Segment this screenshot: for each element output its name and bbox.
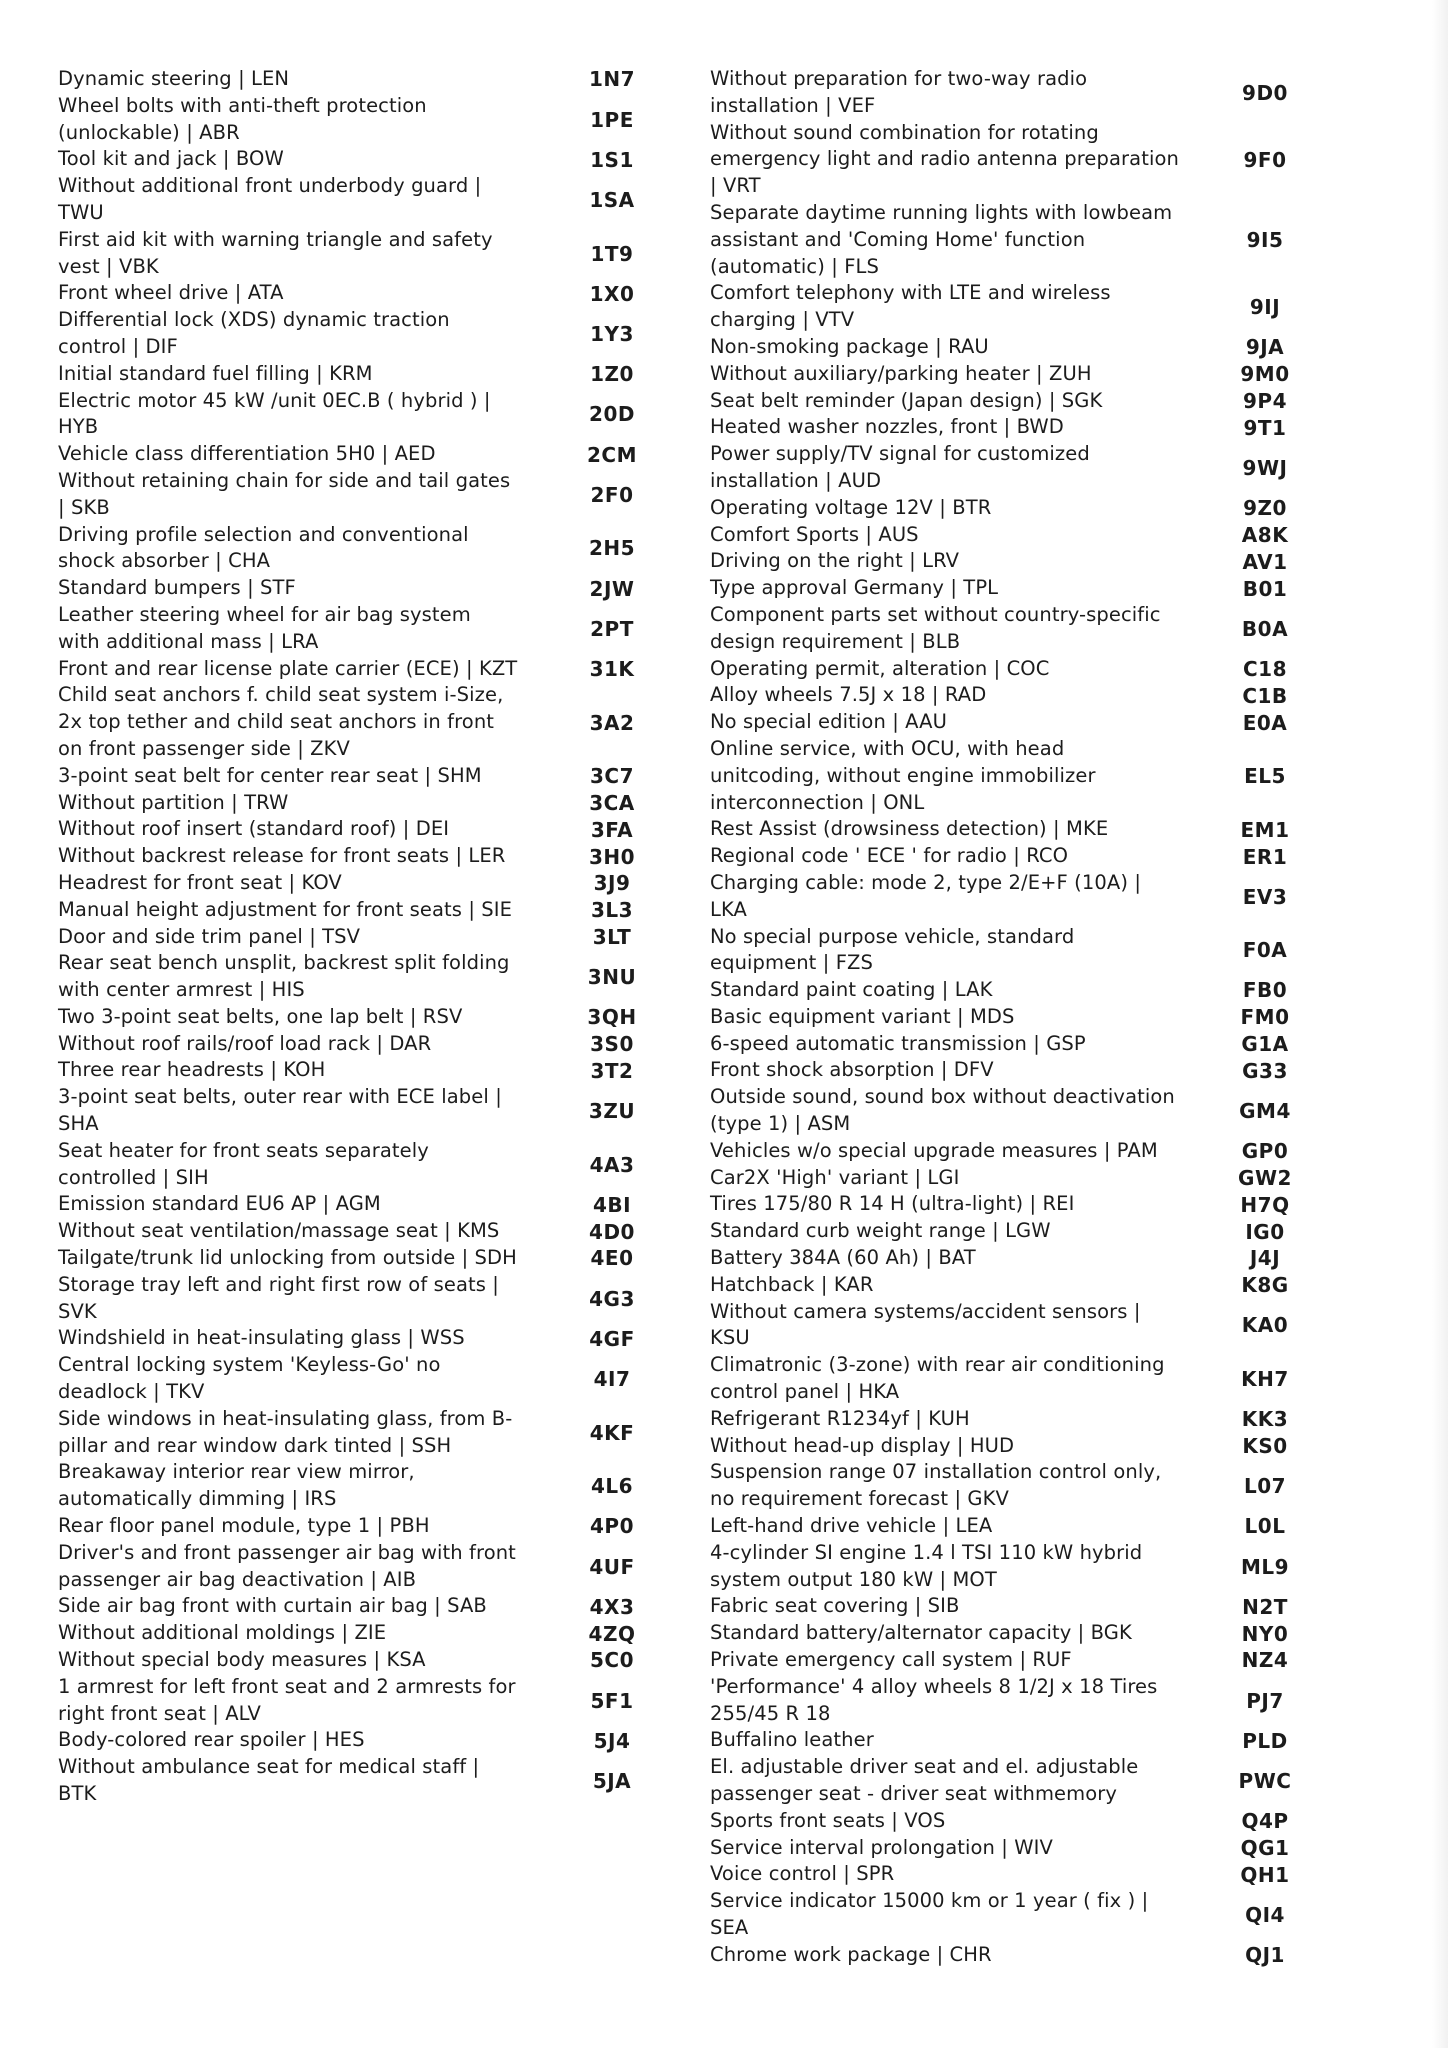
option-code: 3QH [587,1005,637,1030]
option-description: Front shock absorption | DFV [710,1058,994,1082]
equipment-row [710,548,1350,575]
option-description: Driving profile selection and conventional shock absorber | CHA [58,522,469,573]
equipment-row [58,682,706,762]
option-code: 4BI [592,1192,632,1217]
equipment-row [710,1433,1350,1460]
equipment-row [710,495,1350,522]
equipment-row [710,200,1350,280]
option-description: Heated washer nozzles, front | BWD [710,415,1064,439]
option-code: FM0 [1240,1005,1290,1030]
option-description: Storage tray left and right first row of seats | SVK [58,1272,499,1323]
option-description: Regional code ' ECE ' for radio | RCO [710,844,1069,868]
option-description: Operating permit, alteration | COC [710,656,1050,680]
equipment-row [710,709,1350,736]
option-code: 9D0 [1242,80,1288,105]
option-description: Leather steering wheel for air bag system with additional mass | LRA [58,602,471,653]
equipment-row [58,1754,706,1808]
option-description: Climatronic (3-zone) with rear air conditioning control panel | HKA [710,1353,1165,1404]
equipment-row [58,173,706,227]
equipment-row [58,1406,706,1460]
option-code: 1Z0 [590,362,634,387]
option-code: C1B [1242,683,1288,708]
equipment-row [710,736,1350,816]
equipment-row [58,1245,706,1272]
option-code: EM1 [1240,817,1290,842]
equipment-row [58,1057,706,1084]
option-code: 5F1 [590,1688,634,1713]
option-code: 4ZQ [588,1621,636,1646]
equipment-row [58,93,706,147]
equipment-row [58,66,706,93]
option-description: 'Performance' 4 alloy wheels 8 1/2J x 18 Tires 255/45 R 18 [710,1674,1158,1725]
option-description: Suspension range 07 installation control only, no requirement forecast | GKV [710,1460,1162,1511]
option-code: 3A2 [589,710,635,735]
option-code: 5JA [592,1769,632,1793]
option-description: Without backrest release for front seats | LER [58,844,506,868]
option-description: Hatchback | KAR [710,1272,874,1296]
option-description: Central locking system 'Keyless-Go' no deadlock | TKV [58,1353,441,1404]
option-code: 20D [589,402,635,427]
option-code: 4D0 [589,1219,635,1244]
option-code: 1T9 [590,241,634,266]
option-code: 1N7 [588,67,636,92]
equipment-row [58,1620,706,1647]
option-code: 2JW [589,576,635,601]
option-code: 3FA [590,817,634,842]
option-description: Differential lock (XDS) dynamic traction control | DIF [58,308,450,358]
option-description: Seat belt reminder (Japan design) | SGK [710,388,1103,412]
option-code: 2F0 [590,482,634,507]
option-code: EL5 [1244,764,1286,789]
equipment-row [710,1245,1350,1272]
option-code: KS0 [1242,1434,1288,1459]
option-description: Seat heater for front seats separately controlled | SIH [58,1138,429,1189]
option-description: Left-hand drive vehicle | LEA [710,1514,993,1538]
option-code: 9M0 [1240,362,1290,387]
option-code: EV3 [1242,884,1288,909]
option-description: Without head-up display | HUD [710,1433,1015,1457]
option-code: N2T [1242,1594,1288,1619]
option-code: K8G [1241,1273,1289,1298]
equipment-row [710,414,1350,441]
option-code: L0L [1244,1514,1286,1539]
option-description: Non-smoking package | RAU [710,334,989,358]
equipment-row [58,897,706,924]
option-code: 4A3 [589,1152,635,1177]
option-description: Chrome work package | CHR [710,1942,992,1966]
equipment-row [58,1031,706,1058]
option-code: PLD [1242,1728,1288,1753]
option-description: Sports front seats | VOS [710,1808,946,1832]
option-code: A8K [1241,522,1289,547]
option-code: Q4P [1241,1809,1289,1834]
equipment-row [710,575,1350,602]
equipment-row [58,1004,706,1031]
equipment-row [710,656,1350,683]
option-description: No special purpose vehicle, standard equipment | FZS [710,924,1075,975]
equipment-row [710,1593,1350,1620]
option-description: Front and rear license plate carrier (ECE) | KZT [58,656,518,680]
equipment-row [710,1540,1350,1594]
option-code: NZ4 [1241,1648,1289,1673]
option-description: Without additional front underbody guard | TWU [58,174,482,224]
equipment-row [710,924,1350,978]
equipment-row [710,120,1350,200]
option-code: 1SA [589,187,635,212]
option-code: 3C7 [589,764,634,789]
option-code: 9I5 [1246,228,1284,253]
equipment-row [710,1647,1350,1674]
option-description: El. adjustable driver seat and el. adjustable passenger seat - driver seat withmemory [710,1755,1139,1805]
option-code: 9T1 [1243,415,1287,440]
option-code: G1A [1241,1032,1289,1057]
option-description: 1 armrest for left front seat and 2 armrests for right front seat | ALV [58,1674,516,1725]
option-code: L07 [1243,1474,1287,1499]
option-code: 9IJ [1249,295,1281,320]
option-description: Side windows in heat-insulating glass, from B-pillar and rear window dark tinted | SSH [58,1406,513,1457]
option-code: AV1 [1242,549,1288,574]
option-description: No special edition | AAU [710,710,947,734]
option-description: Manual height adjustment for front seats | SIE [58,897,513,921]
right-equipment-column [710,66,1350,1969]
equipment-row [58,307,706,361]
option-description: Three rear headrests | KOH [58,1058,326,1082]
page-edge-shadow [1432,0,1448,2048]
option-description: 3-point seat belts, outer rear with ECE label | SHA [58,1085,502,1136]
option-code: F0A [1242,938,1288,963]
option-code: QI4 [1245,1902,1285,1927]
option-code: 3H0 [588,844,636,869]
option-code: KH7 [1241,1367,1289,1392]
option-description: Service indicator 15000 km or 1 year ( fix ) | SEA [710,1889,1149,1939]
equipment-row [710,1754,1350,1808]
option-code: 5C0 [589,1648,634,1673]
equipment-row [58,575,706,602]
option-code: 2PT [590,616,634,641]
option-code: J4J [1249,1246,1281,1271]
option-code: 4UF [589,1554,635,1579]
option-description: Without partition | TRW [58,790,289,814]
equipment-row [710,1861,1350,1888]
equipment-row [710,1057,1350,1084]
equipment-row [58,790,706,817]
option-description: Rear floor panel module, type 1 | PBH [58,1514,430,1538]
equipment-row [710,1620,1350,1647]
option-description: Without roof rails/roof load rack | DAR [58,1031,432,1055]
equipment-row [710,334,1350,361]
equipment-row [58,361,706,388]
option-description: Voice control | SPR [710,1862,895,1886]
option-code: C18 [1242,656,1287,681]
equipment-row [710,1165,1350,1192]
option-description: Front wheel drive | ATA [58,281,284,305]
option-description: Driver's and front passenger air bag with front passenger air bag deactivation | AIB [58,1540,516,1591]
option-code: B01 [1242,576,1288,601]
option-description: Service interval prolongation | WIV [710,1835,1053,1859]
option-description: Alloy wheels 7.5J x 18 | RAD [710,683,987,707]
equipment-row [710,1406,1350,1433]
option-code: QJ1 [1245,1943,1285,1968]
equipment-row [710,1808,1350,1835]
option-description: Wheel bolts with anti-theft protection (unlockable) | ABR [58,93,427,144]
equipment-row [58,1513,706,1540]
option-description: Tool kit and jack | BOW [58,147,284,171]
equipment-row [710,280,1350,334]
option-description: Refrigerant R1234yf | KUH [710,1406,970,1430]
left-equipment-column [58,66,706,1808]
option-description: Charging cable: mode 2, type 2/E+F (10A) | LKA [710,870,1142,921]
option-code: 1S1 [590,147,634,172]
equipment-row [58,1325,706,1352]
option-description: Driving on the right | LRV [710,549,960,573]
option-description: Dynamic steering | LEN [58,67,290,90]
equipment-row [710,441,1350,495]
option-description: 3-point seat belt for center rear seat | SHM [58,763,482,787]
option-description: Side air bag front with curtain air bag | SAB [58,1594,487,1618]
equipment-row [58,227,706,281]
equipment-row [58,1674,706,1728]
equipment-row [58,602,706,656]
option-description: Tailgate/trunk lid unlocking from outside | SDH [58,1246,517,1270]
option-code: 3T2 [590,1058,634,1083]
option-code: 2H5 [588,536,636,561]
option-description: Rest Assist (drowsiness detection) | MKE [710,817,1109,841]
equipment-row [710,1727,1350,1754]
option-code: E0A [1242,710,1288,735]
option-code: G33 [1242,1058,1288,1083]
option-code: 9JA [1245,335,1285,360]
option-code: 31K [589,656,635,681]
equipment-row [58,388,706,442]
equipment-row [58,763,706,790]
equipment-row [710,816,1350,843]
equipment-row [58,1138,706,1192]
option-description: Outside sound, sound box without deactivation (type 1) | ASM [710,1085,1175,1136]
equipment-row [58,950,706,1004]
option-code: GP0 [1241,1139,1289,1164]
equipment-row [58,656,706,683]
equipment-row [58,1272,706,1326]
option-description: Without sound combination for rotating emergency light and radio antenna preparation | VRT [710,120,1179,198]
option-description: Tires 175/80 R 14 H (ultra-light) | REI [710,1192,1075,1216]
equipment-row [58,843,706,870]
option-code: B0A [1241,616,1289,641]
option-description: Standard bumpers | STF [58,576,296,600]
equipment-row [710,66,1350,120]
option-description: Headrest for front seat | KOV [58,870,342,894]
equipment-row [710,1138,1350,1165]
option-code: 9WJ [1242,455,1288,480]
option-code: 1PE [590,107,634,132]
option-code: 3ZU [588,1099,636,1124]
option-code: IG0 [1245,1219,1285,1244]
equipment-row [710,361,1350,388]
equipment-row [710,388,1350,415]
option-description: Buffalino leather [710,1728,874,1752]
equipment-row [710,1459,1350,1513]
equipment-row [58,280,706,307]
equipment-row [58,522,706,576]
equipment-row [58,870,706,897]
option-code: 4E0 [590,1246,634,1271]
option-description: Comfort Sports | AUS [710,522,919,546]
equipment-row [710,1513,1350,1540]
option-code: 5J4 [593,1728,631,1753]
option-description: Vehicles w/o special upgrade measures | PAM [710,1138,1158,1162]
equipment-row [58,1727,706,1754]
option-code: QH1 [1240,1862,1290,1887]
option-description: Private emergency call system | RUF [710,1648,1072,1672]
option-code: KK3 [1241,1407,1289,1432]
option-code: 3S0 [590,1032,634,1057]
option-description: Without roof insert (standard roof) | DEI [58,817,450,841]
option-code: 4P0 [590,1514,634,1539]
option-code: 4X3 [589,1594,635,1619]
option-description: Without additional moldings | ZIE [58,1621,387,1645]
option-description: Without preparation for two-way radio installation | VEF [710,67,1088,117]
option-description: Initial standard fuel filling | KRM [58,361,373,385]
option-description: Battery 384A (60 Ah) | BAT [710,1246,976,1270]
option-code: 4G3 [589,1286,635,1311]
equipment-row [710,1942,1350,1969]
equipment-row [710,1084,1350,1138]
option-description: Car2X 'High' variant | LGI [710,1165,960,1189]
option-description: Child seat anchors f. child seat system i-Size, 2x top tether and child seat anchors in front on front passenger side | ZKV [58,683,504,760]
option-code: 1X0 [589,281,635,306]
option-description: Without camera systems/accident sensors | KSU [710,1299,1141,1350]
option-code: 3L3 [590,898,634,923]
equipment-row [58,468,706,522]
option-code: 9Z0 [1243,496,1287,521]
option-description: Without retaining chain for side and tail gates | SKB [58,468,511,519]
option-description: Electric motor 45 kW /unit 0EC.B ( hybrid ) | HYB [58,388,491,439]
equipment-row [710,977,1350,1004]
equipment-row [710,1031,1350,1058]
equipment-row [710,1674,1350,1728]
option-code: 4GF [589,1326,635,1351]
option-description: Without seat ventilation/massage seat | KMS [58,1219,500,1243]
equipment-row [58,1191,706,1218]
option-description: Without special body measures | KSA [58,1648,426,1672]
option-description: Component parts set without country-specific design requirement | BLB [710,602,1161,653]
equipment-row [58,1593,706,1620]
equipment-row [58,1218,706,1245]
option-description: Standard curb weight range | LGW [710,1219,1051,1243]
option-code: KA0 [1241,1313,1289,1338]
option-code: GM4 [1239,1099,1291,1124]
option-code: ER1 [1242,844,1288,869]
equipment-row [58,1540,706,1594]
option-code: 4L6 [590,1474,634,1499]
option-code: PJ7 [1246,1688,1284,1713]
equipment-row [710,522,1350,549]
equipment-row [710,843,1350,870]
equipment-row [58,816,706,843]
option-description: First aid kit with warning triangle and safety vest | VBK [58,227,493,278]
equipment-row [58,1084,706,1138]
option-code: 3CA [589,790,635,815]
equipment-row [58,1647,706,1674]
option-code: 3J9 [593,871,631,896]
option-code: 1Y3 [590,321,634,346]
option-code: 4I7 [593,1367,631,1392]
option-code: 2CM [587,442,637,467]
option-description: Vehicle class differentiation 5H0 | AED [58,442,436,466]
option-description: Door and side trim panel | TSV [58,924,361,948]
option-code: GW2 [1238,1166,1292,1191]
equipment-row [710,1835,1350,1862]
option-description: Without ambulance seat for medical staff | BTK [58,1755,480,1805]
option-description: Basic equipment variant | MDS [710,1004,1015,1028]
option-code: QG1 [1240,1835,1290,1860]
equipment-row [710,682,1350,709]
equipment-row [58,441,706,468]
option-description: Standard paint coating | LAK [710,978,993,1002]
option-description: Emission standard EU6 AP | AGM [58,1192,381,1216]
equipment-row [58,924,706,951]
option-code: NY0 [1241,1621,1289,1646]
equipment-row [710,870,1350,924]
option-description: Windshield in heat-insulating glass | WSS [58,1326,465,1350]
option-description: Standard battery/alternator capacity | BGK [710,1621,1132,1645]
option-description: Type approval Germany | TPL [710,576,999,600]
option-description: Two 3-point seat belts, one lap belt | RSV [58,1004,463,1028]
option-code: H7Q [1240,1192,1290,1217]
option-code: FB0 [1242,978,1288,1003]
option-description: Comfort telephony with LTE and wireless charging | VTV [710,281,1111,332]
equipment-row [710,1004,1350,1031]
equipment-row [710,1888,1350,1942]
equipment-row [710,602,1350,656]
option-description: 6-speed automatic transmission | GSP [710,1031,1086,1055]
option-description: Power supply/TV signal for customized installation | AUD [710,442,1090,492]
equipment-row [710,1352,1350,1406]
option-description: Body-colored rear spoiler | HES [58,1728,365,1752]
option-code: 9F0 [1243,147,1287,172]
option-description: Rear seat bench unsplit, backrest split folding with center armrest | HIS [58,951,510,1002]
option-description: Online service, with OCU, with head unitcoding, without engine immobilizer interconnection | ONL [710,736,1096,814]
equipment-row [710,1191,1350,1218]
option-description: Fabric seat covering | SIB [710,1594,960,1618]
equipment-row [710,1299,1350,1353]
option-description: 4-cylinder SI engine 1.4 l TSI 110 kW hybrid system output 180 kW | MOT [710,1540,1143,1591]
option-description: Separate daytime running lights with lowbeam assistant and 'Coming Home' function (automatic) | FLS [710,200,1173,278]
option-code: PWC [1238,1769,1292,1793]
equipment-row [58,1459,706,1513]
option-description: Operating voltage 12V | BTR [710,495,992,519]
option-code: 3LT [592,924,632,949]
equipment-row [710,1218,1350,1245]
option-code: 3NU [587,965,637,990]
option-code: 4KF [589,1420,635,1445]
option-code: ML9 [1240,1554,1290,1579]
option-code: 9P4 [1243,388,1287,413]
equipment-row [58,1352,706,1406]
equipment-row [58,146,706,173]
option-description: Breakaway interior rear view mirror, automatically dimming | IRS [58,1460,415,1511]
equipment-row [710,1272,1350,1299]
option-description: Without auxiliary/parking heater | ZUH [710,361,1092,385]
